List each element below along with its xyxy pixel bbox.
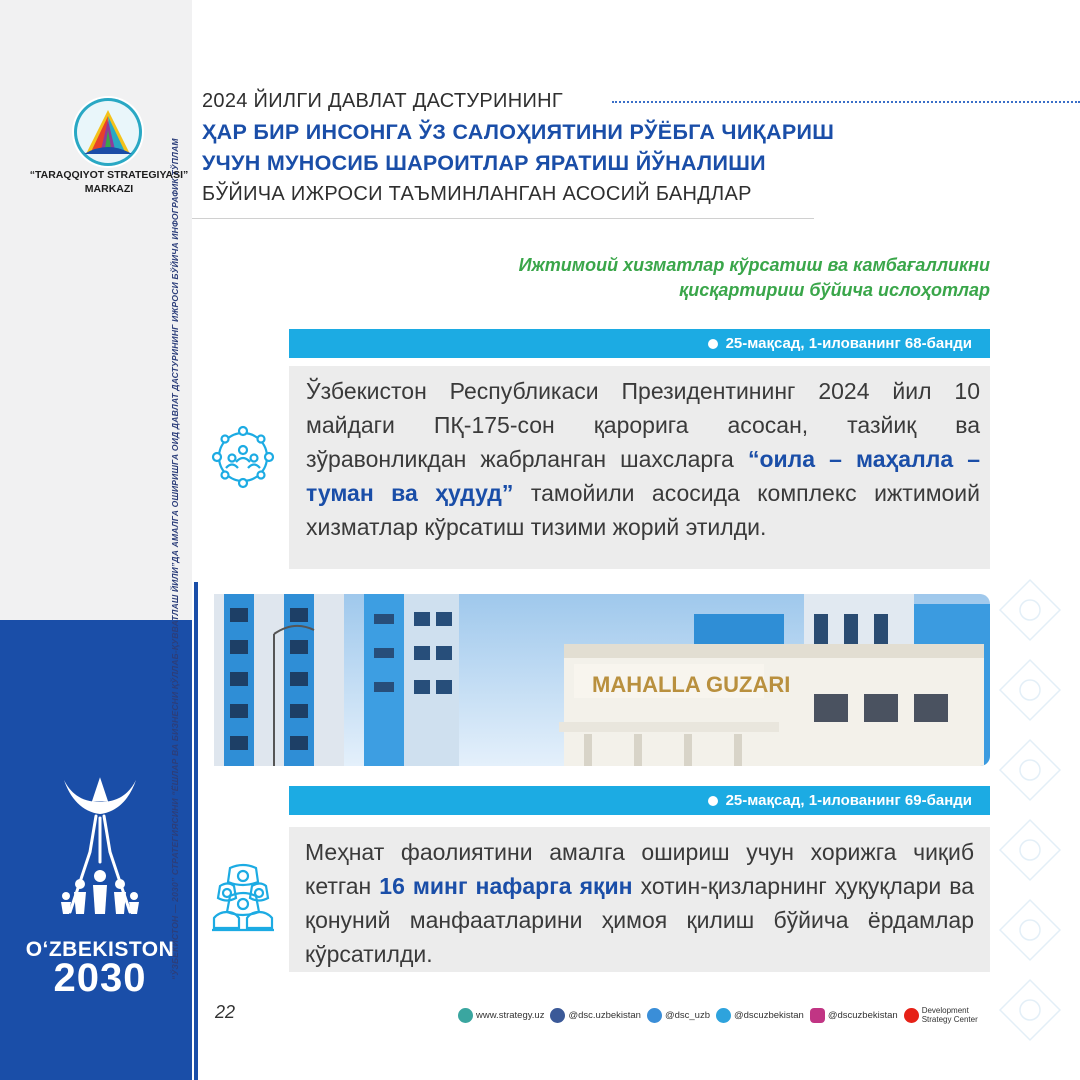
section-title-line2: қисқартириш бўйича ислоҳотлар — [679, 280, 990, 300]
item2-text-box — [289, 827, 990, 972]
header-line4: БЎЙИЧА ИЖРОСИ ТАЪМИНЛАНГАН АСОСИЙ БАНДЛАР — [202, 183, 752, 205]
item1-text-box — [289, 366, 990, 569]
bullet-icon — [708, 339, 718, 349]
item2-highlight: 16 минг нафарга яқин — [379, 873, 633, 899]
footer-instagram[interactable] — [810, 1008, 898, 1023]
item2-paragraph — [289, 835, 990, 971]
section-title-line1: Ижтимоий хизматлар кўрсатиш ва камбағалликни — [518, 255, 990, 275]
footer-twitter[interactable] — [647, 1008, 710, 1023]
org-name-line1: “TARAQQIYOT STRATEGIYASI” — [29, 169, 189, 181]
item2-text-after: хотин-қизларнинг ҳуқуқлари ва қонуний манфаатларини ҳимоя қилиш бўйича ёрдамлар кўрсатилди. — [305, 873, 974, 967]
item1-tag-bar — [289, 329, 990, 358]
header-dotted-rule — [612, 101, 1080, 103]
item1-text-before: Ўзбекистон Республикаси Президентининг 2024 йил 10 майдаги ПҚ-175-сон қарорига асосан, тазйиқ ва зўравонликдан жабрланган шахсларга — [306, 378, 980, 472]
header-line2: ҲАР БИР ИНСОНГА ЎЗ САЛОҲИЯТИНИ РЎЁБГА ЧИҚАРИШ — [202, 120, 835, 144]
telegram-icon — [716, 1008, 731, 1023]
footer-facebook-text: @dsc.uzbekistan — [568, 1009, 641, 1021]
women-group-icon — [210, 862, 276, 932]
footer-telegram[interactable] — [716, 1008, 804, 1023]
globe-icon — [458, 1008, 473, 1023]
mahalla-building-photo — [214, 594, 990, 766]
footer-facebook[interactable] — [550, 1008, 640, 1023]
instagram-icon — [810, 1008, 825, 1023]
header-line3: УЧУН МУНОСИБ ШАРОИТЛАР ЯРАТИШ ЙЎНАЛИШИ — [202, 151, 766, 175]
brand-label: O‘ZBEKISTON — [25, 938, 175, 961]
twitter-icon — [647, 1008, 662, 1023]
footer-socials — [458, 1005, 978, 1025]
side-vertical-text: “ЎЗБЕКИСТОН — 2030” СТРАТЕГИЯСИНИ “ЁШЛАР ВА БИЗНЕСНИ ҚЎЛЛАБ-ҚУВВАТЛАШ ЙИЛИ”ДА АМАЛГА ОШИРИШГА ОИД ДАВЛАТ ДАСТУРИНИНГ ИЖРОСИ БЎЙИЧА ИНФОГРАФИК ТЎПЛАМ — [170, 138, 180, 980]
uzbekistan-2030-emblem-icon — [40, 772, 160, 922]
item1-highlight: “оила – маҳалла – туман ва ҳудуд” — [306, 446, 980, 506]
item1-tag: 25-мақсад, 1-илованинг 68-банди — [725, 335, 972, 352]
item2-tag-bar — [289, 786, 990, 815]
footer-website[interactable] — [458, 1008, 544, 1023]
footer-website-text: www.strategy.uz — [476, 1009, 545, 1021]
footer-youtube-line1: Development — [921, 1006, 969, 1015]
footer-twitter-text: @dsc_uzb — [664, 1009, 710, 1021]
footer-youtube-line2: Strategy Center — [921, 1015, 978, 1024]
item2-tag: 25-мақсад, 1-илованинг 69-банди — [725, 792, 972, 809]
youtube-icon — [904, 1008, 919, 1023]
decorative-pattern — [980, 560, 1080, 1080]
org-name-line2: MARKAZI — [84, 183, 134, 195]
footer-instagram-text: @dscuzbekistan — [827, 1009, 898, 1021]
header-divider — [192, 218, 814, 219]
org-name — [20, 168, 198, 196]
community-network-icon — [210, 424, 276, 490]
left-stripe — [194, 582, 198, 1080]
item2-text-before: Меҳнат фаолиятини амалга ошириш учун хорижга чиқиб кетган — [305, 839, 974, 899]
footer-youtube-text — [922, 1006, 978, 1024]
header-line1: 2024 ЙИЛГИ ДАВЛАТ ДАСТУРИНИНГ — [202, 90, 564, 112]
page-number: 22 — [215, 1002, 236, 1022]
footer-telegram-text: @dscuzbekistan — [733, 1009, 804, 1021]
building-sign: MAHALLA GUZARI — [592, 672, 791, 697]
facebook-icon — [550, 1008, 565, 1023]
brand-year: 2030 — [53, 956, 147, 1000]
footer-youtube[interactable] — [904, 1006, 978, 1024]
org-logo-icon — [72, 96, 144, 168]
item1-paragraph — [289, 374, 990, 544]
item1-text-after: тамойили асосида комплекс ижтимоий хизматлар кўрсатиш тизими жорий этилди. — [306, 480, 980, 540]
bullet-icon — [708, 796, 718, 806]
